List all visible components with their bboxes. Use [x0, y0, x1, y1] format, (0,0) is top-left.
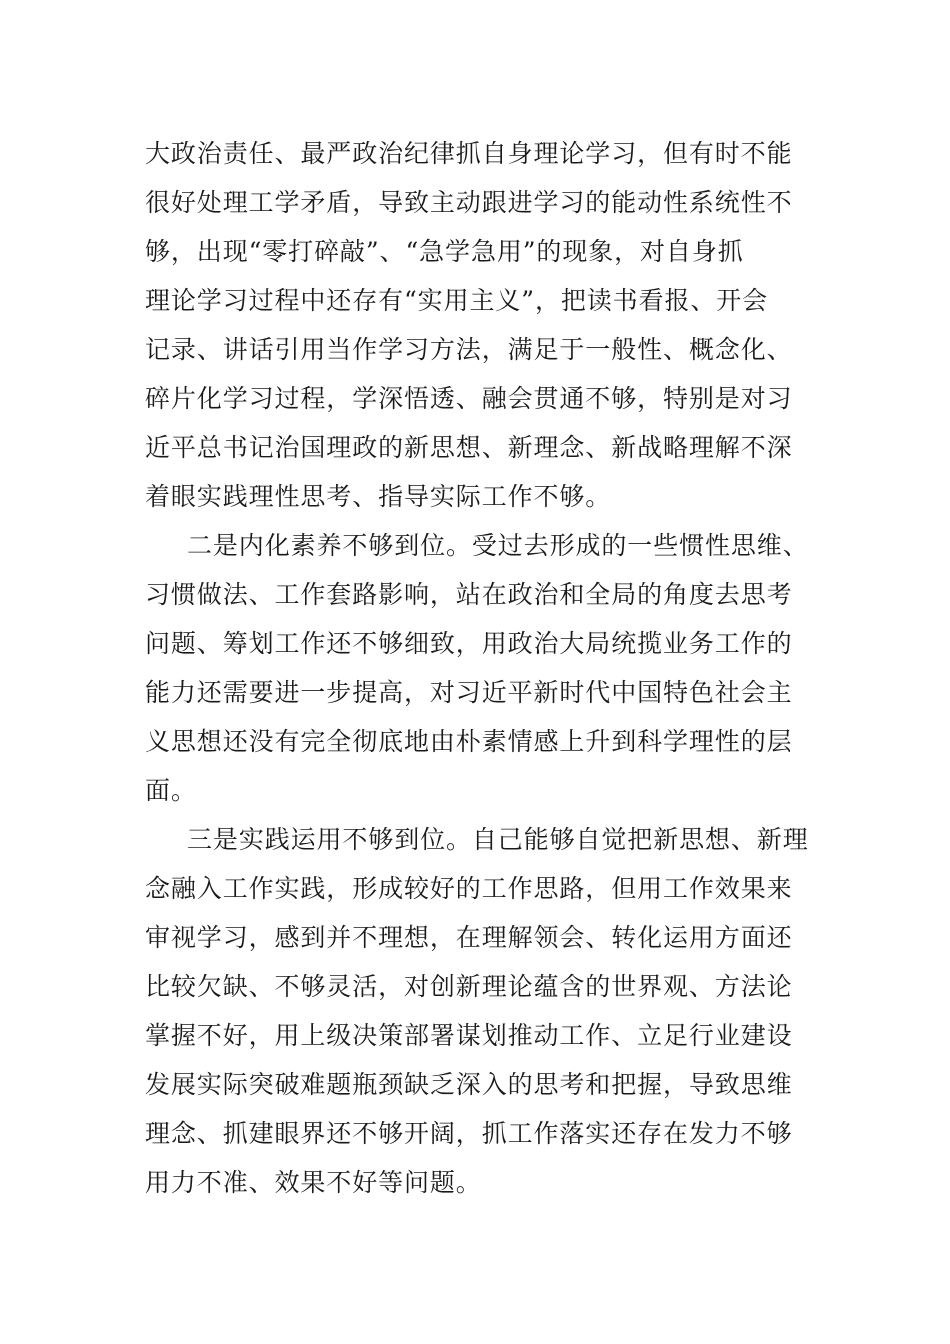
- paragraph-line: 着眼实践理性思考、指导实际工作不够。: [145, 482, 612, 511]
- paragraph-line: 比较欠缺、不够灵活，对创新理论蕴含的世界观、方法论: [145, 972, 793, 1001]
- paragraph-line: 审视学习，感到并不理想，在理解领会、转化运用方面还: [145, 923, 793, 952]
- paragraph-3: [145, 815, 810, 1207]
- paragraph-line: 能力还需要进一步提高，对习近平新时代中国特色社会主: [145, 678, 793, 707]
- paragraph-line: 近平总书记治国理政的新思想、新理念、新战略理解不深: [145, 433, 793, 462]
- paragraph-line: 理论学习过程中还存有“实用主义”，把读书看报、开会: [145, 286, 769, 315]
- paragraph-line: 面。: [145, 776, 197, 805]
- paragraph-line: 理念、抓建眼界还不够开阔，抓工作落实还存在发力不够: [145, 1119, 793, 1148]
- paragraph-line: 二是内化素养不够到位。受过去形成的一些惯性思维、: [187, 531, 809, 560]
- paragraph-line: 很好处理工学矛盾，导致主动跟进学习的能动性系统性不: [145, 188, 793, 217]
- paragraph-2: [145, 521, 810, 815]
- paragraph-line: 掌握不好，用上级决策部署谋划推动工作、立足行业建设: [145, 1021, 793, 1050]
- paragraph-line: 念融入工作实践，形成较好的工作思路，但用工作效果来: [145, 874, 793, 903]
- paragraph-line: 碎片化学习过程，学深悟透、融会贯通不够，特别是对习: [145, 384, 793, 413]
- paragraph-line: 发展实际突破难题瓶颈缺乏深入的思考和把握，导致思维: [145, 1070, 793, 1099]
- paragraph-line: 记录、讲话引用当作学习方法，满足于一般性、概念化、: [145, 335, 793, 364]
- paragraph-line: 够，出现“零打碎敲”、“急学急用”的现象，对自身抓: [145, 237, 744, 266]
- paragraph-line: 大政治责任、最严政治纪律抓自身理论学习，但有时不能: [145, 139, 793, 168]
- paragraph-line: 三是实践运用不够到位。自己能够自觉把新思想、新理: [187, 825, 809, 854]
- paragraph-line: 用力不准、效果不好等问题。: [145, 1168, 482, 1197]
- paragraph-line: 习惯做法、工作套路影响，站在政治和全局的角度去思考: [145, 580, 793, 609]
- paragraph-line: 义思想还没有完全彻底地由朴素情感上升到科学理性的层: [145, 727, 793, 756]
- paragraph-1: [145, 129, 810, 521]
- paragraph-line: 问题、筹划工作还不够细致，用政治大局统揽业务工作的: [145, 629, 793, 658]
